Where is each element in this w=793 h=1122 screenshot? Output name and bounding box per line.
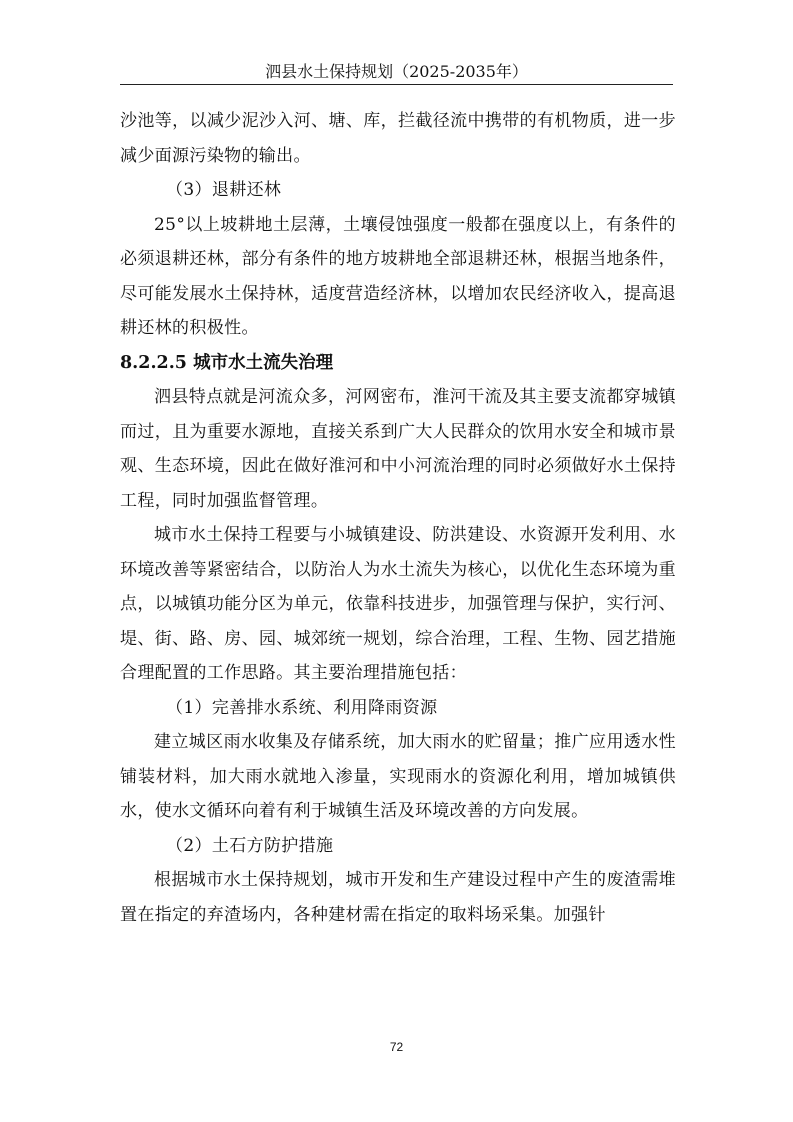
subheading-item-1: （1）完善排水系统、利用降雨资源 (166, 697, 438, 718)
paragraph-slope-farmland: 25°以上坡耕地土层薄，土壤侵蚀强度一般都在强度以上，有条件的必须退耕还林，部分有条件的地方坡耕地全部退耕还林，根据当地条件，尽可能发展水土保持林，适度营造经济林，以增加农民经济收入，提高退耕还林的积极性。 (120, 214, 676, 338)
page-header-title: 泗县水土保持规划（2025-2035年） (265, 62, 528, 81)
subheading-item-3: （3）退耕还林 (166, 180, 282, 200)
document-body (120, 104, 676, 932)
header-divider (120, 84, 673, 85)
paragraph-continuation: 沙池等，以减少泥沙入河、塘、库，拦截径流中携带的有机物质，进一步减少面源污染物的输出。 (120, 111, 676, 166)
page-number: 72 (389, 1040, 404, 1054)
paragraph-rainwater: 建立城区雨水收集及存储系统，加大雨水的贮留量；推广应用透水性铺装材料，加大雨水就地入渗量，实现雨水的资源化利用，增加城镇供水，使水文循环向着有利于城镇生活及环境改善的方向发展。 (120, 732, 676, 821)
paragraph-county-rivers: 泗县特点就是河流众多，河网密布，淮河干流及其主要支流都穿城镇而过，且为重要水源地，直接关系到广大人民群众的饮用水安全和城市景观、生态环境，因此在做好淮河和中小河流治理的同时必须做好水土保持工程，同时加强监督管理。 (120, 387, 676, 511)
paragraph-earthwork: 根据城市水土保持规划，城市开发和生产建设过程中产生的废渣需堆置在指定的弃渣场内，各种建材需在指定的取料场采集。加强针 (120, 870, 676, 925)
paragraph-urban-engineering: 城市水土保持工程要与小城镇建设、防洪建设、水资源开发利用、水环境改善等紧密结合，以防治人为水土流失为核心，以优化生态环境为重点，以城镇功能分区为单元，依靠科技进步，加强管理与保护，实行河、堤、街、路、房、园、城郊统一规划，综合治理，工程、生物、园艺措施合理配置的工作思路。其主要治理措施包括： (120, 525, 676, 683)
subheading-item-2: （2）土石方防护措施 (166, 835, 334, 856)
section-heading-urban-erosion: 8.2.2.5 城市水土流失治理 (120, 352, 334, 373)
